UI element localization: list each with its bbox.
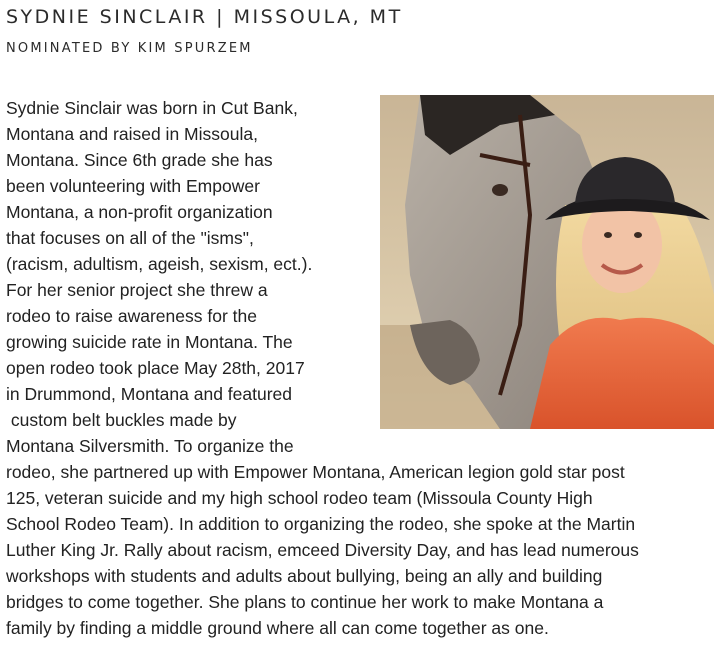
bio-line: 125, veteran suicide and my high school rodeo team (Missoula County High xyxy=(6,488,593,508)
bio-line: been volunteering with Empower xyxy=(6,176,260,196)
nominator-line: NOMINATED BY KIM SPURZEM xyxy=(6,41,253,56)
bio-line: Montana, a non-profit organization xyxy=(6,202,273,222)
bio-line: in Drummond, Montana and featured xyxy=(6,384,292,404)
bio-line: open rodeo took place May 28th, 2017 xyxy=(6,358,305,378)
bio-line: growing suicide rate in Montana. The xyxy=(6,332,293,352)
bio-line: Montana and raised in Missoula, xyxy=(6,124,258,144)
bio-line: custom belt buckles made by xyxy=(6,410,237,430)
bio-line: rodeo to raise awareness for the xyxy=(6,306,257,326)
cowgirl-with-horse-photo xyxy=(380,95,714,429)
nominee-bio xyxy=(6,95,714,641)
bio-line: Luther King Jr. Rally about racism, emceed Diversity Day, and has lead numerous xyxy=(6,540,639,560)
bio-line: Montana Silversmith. To organize the xyxy=(6,436,294,456)
bio-line: bridges to come together. She plans to continue her work to make Montana a xyxy=(6,592,604,612)
bio-line: For her senior project she threw a xyxy=(6,280,268,300)
bio-line: workshops with students and adults about bullying, being an ally and building xyxy=(6,566,603,586)
bio-line: family by finding a middle ground where all can come together as one. xyxy=(6,618,549,638)
bio-line: Montana. Since 6th grade she has xyxy=(6,150,273,170)
bio-line: (racism, adultism, ageish, sexism, ect.). xyxy=(6,254,313,274)
photo-illustration xyxy=(380,95,714,429)
bio-line: Sydnie Sinclair was born in Cut Bank, xyxy=(6,98,298,118)
nominee-title: SYDNIE SINCLAIR | MISSOULA, MT xyxy=(6,6,403,28)
bio-line: rodeo, she partnered up with Empower Montana, American legion gold star post xyxy=(6,462,625,482)
bio-line: that focuses on all of the "isms", xyxy=(6,228,254,248)
bio-line: School Rodeo Team). In addition to organizing the rodeo, she spoke at the Martin xyxy=(6,514,636,534)
